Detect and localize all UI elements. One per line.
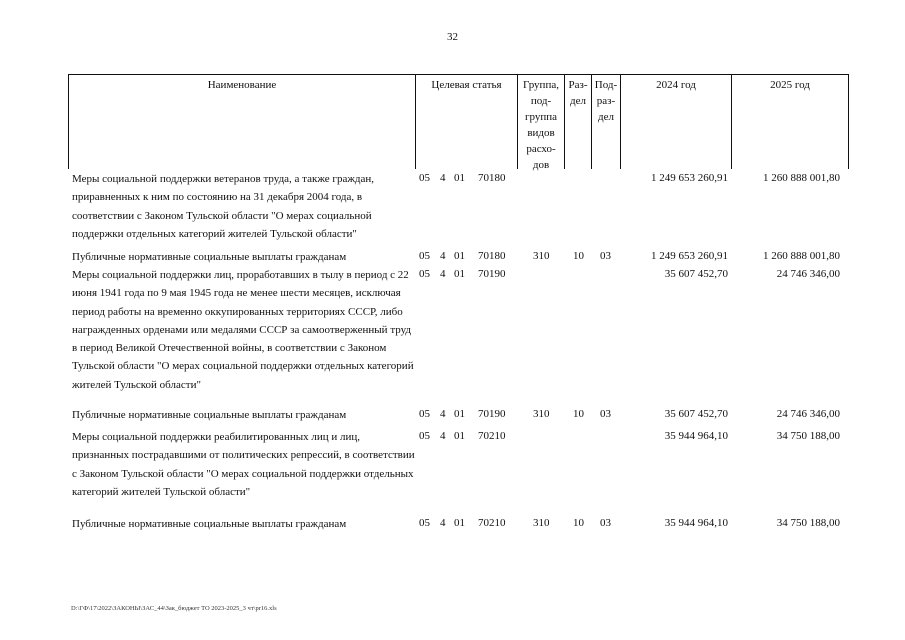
group-code: 310: [533, 408, 550, 420]
row-name: Публичные нормативные социальные выплаты гражданам: [72, 518, 347, 530]
target-code-part: 01: [454, 268, 465, 280]
row-name: Меры социальной поддержки реабилитированных лиц и лиц, признанных пострадавшими от политических репрессий, в соответствии с Законом Тульской области "О мерах социальной поддержки отдельных категорий жителей Тульской области": [72, 431, 415, 498]
subsection-code: 03: [600, 517, 611, 529]
section-code: 10: [573, 250, 584, 262]
file-path-footer: D:\ГФ\17\2022\ЗАКОНЫ\ЗАС_44\Зак_бюджет ТО 2023-2025_3 чт\pr16.xls: [71, 605, 277, 612]
header-name: Наименование: [207, 79, 277, 91]
target-code-part: 05: [419, 517, 430, 529]
header-year-2024: 2024 год: [656, 79, 696, 91]
amount-2024: 1 249 653 260,91: [651, 172, 728, 184]
header-target: Целевая статья: [431, 79, 502, 91]
target-code-part: 05: [419, 268, 430, 280]
target-code-part: 05: [419, 408, 430, 420]
row-name: Меры социальной поддержки лиц, проработавших в тылу в период с 22 июня 1941 года по 9 мая 1945 года не менее шести месяцев, исключая период работы на временно оккупированных территориях СССР, либо награжденных орденами или медалями СССР за самоотверженный труд в период Великой Отечественной войны, в соответствии с Законом Тульской области "О мерах социальной поддержки отдельных категорий жителей Тульской области": [72, 269, 414, 391]
target-code-part: 70180: [478, 172, 506, 184]
header-year-2025: 2025 год: [770, 79, 810, 91]
target-code-part: 4: [440, 172, 446, 184]
amount-2024: 35 944 964,10: [664, 517, 728, 529]
target-code-part: 01: [454, 430, 465, 442]
amount-2025: 24 746 346,00: [776, 268, 840, 280]
amount-2025: 24 746 346,00: [776, 408, 840, 420]
target-code-part: 05: [419, 250, 430, 262]
amount-2025: 34 750 188,00: [776, 430, 840, 442]
header-subsection: Под- раз- дел: [594, 79, 618, 123]
target-code-part: 01: [454, 517, 465, 529]
row-name: Меры социальной поддержки ветеранов труда, а также граждан, приравненных к ним по состоянию на 31 декабря 2004 года, в соответствии с Законом Тульской области "О мерах социальной поддержки отдельных категорий жителей Тульской области": [72, 173, 375, 240]
target-code-part: 70190: [478, 268, 506, 280]
row-name: Публичные нормативные социальные выплаты гражданам: [72, 409, 347, 421]
group-code: 310: [533, 517, 550, 529]
target-code-part: 01: [454, 172, 465, 184]
amount-2025: 1 260 888 001,80: [763, 172, 840, 184]
amount-2025: 34 750 188,00: [776, 517, 840, 529]
amount-2024: 1 249 653 260,91: [651, 250, 728, 262]
target-code-part: 01: [454, 408, 465, 420]
target-code-part: 4: [440, 517, 446, 529]
page-number: 32: [447, 31, 458, 43]
table-header: [68, 74, 849, 169]
amount-2024: 35 944 964,10: [664, 430, 728, 442]
target-code-part: 05: [419, 172, 430, 184]
target-code-part: 4: [440, 430, 446, 442]
target-code-part: 01: [454, 250, 465, 262]
group-code: 310: [533, 250, 550, 262]
row-name: Публичные нормативные социальные выплаты гражданам: [72, 251, 347, 263]
amount-2024: 35 607 452,70: [664, 408, 728, 420]
header-group: Группа, под- группа видов расхо- дов: [523, 79, 559, 171]
target-code-part: 4: [440, 268, 446, 280]
subsection-code: 03: [600, 250, 611, 262]
target-code-part: 70190: [478, 408, 506, 420]
amount-2024: 35 607 452,70: [664, 268, 728, 280]
amount-2025: 1 260 888 001,80: [763, 250, 840, 262]
target-code-part: 05: [419, 430, 430, 442]
target-code-part: 70180: [478, 250, 506, 262]
section-code: 10: [573, 517, 584, 529]
header-section: Раз- дел: [568, 79, 588, 107]
target-code-part: 70210: [478, 517, 506, 529]
target-code-part: 70210: [478, 430, 506, 442]
section-code: 10: [573, 408, 584, 420]
subsection-code: 03: [600, 408, 611, 420]
target-code-part: 4: [440, 250, 446, 262]
target-code-part: 4: [440, 408, 446, 420]
